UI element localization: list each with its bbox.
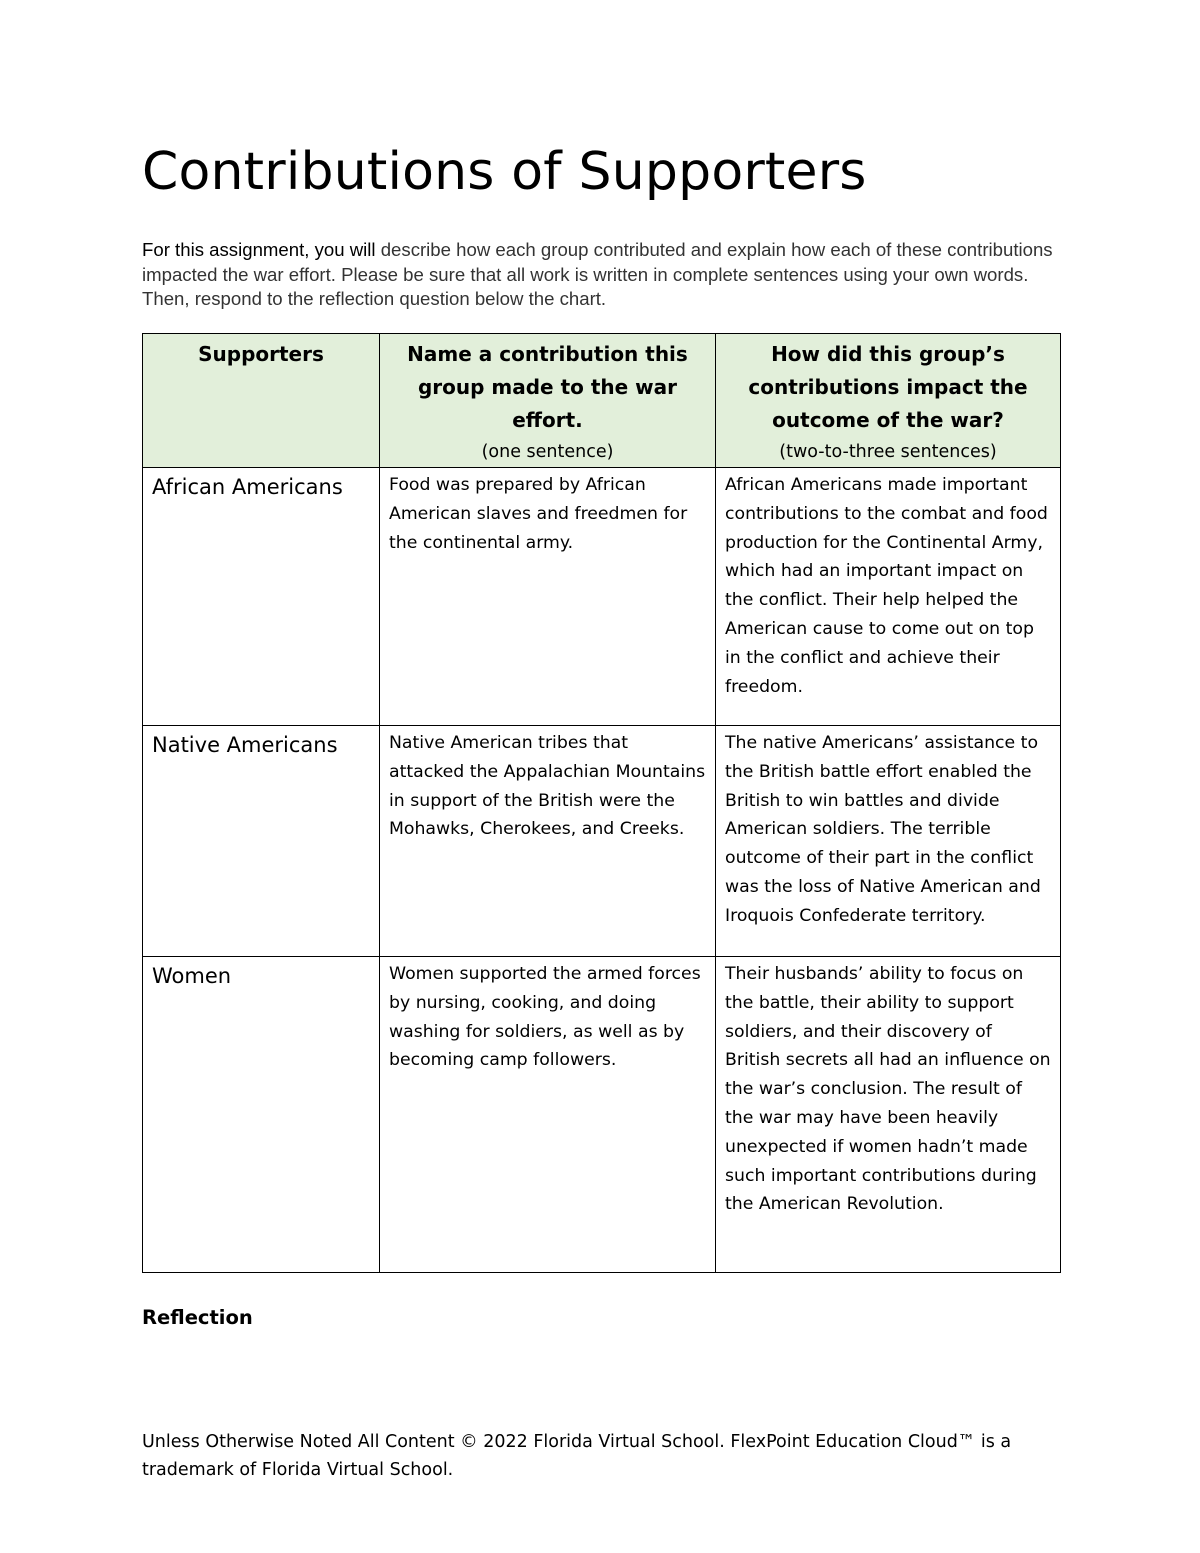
reflection-heading: Reflection — [142, 1306, 253, 1329]
copyright-footer: Unless Otherwise Noted All Content © 2022 Florida Virtual School. FlexPoint Education Cloud™ is a trademark of Florida Virtual School. — [142, 1432, 1012, 1480]
header-label: Name a contribution this group made to the war effort. — [407, 342, 688, 432]
group-cell: Native Americans — [143, 726, 380, 957]
contribution-cell: Women supported the armed forces by nursing, cooking, and doing washing for soldiers, as well as by becoming camp followers. — [380, 957, 716, 1273]
impact-cell: The native Americans’ assistance to the British battle effort enabled the British to win battles and divide American soldiers. The terrible outcome of their part in the conflict was the loss of Native American and Iroquois Confederate territory. — [716, 726, 1061, 957]
impact-cell: African Americans made important contributions to the combat and food production for the Continental Army, which had an important impact on the conflict. Their help helped the American cause to come out on top in the conflict and achieve their freedom. — [716, 468, 1061, 726]
table-row — [143, 957, 1061, 1273]
group-cell: African Americans — [143, 468, 380, 726]
instructions-lead: For this assignment, you will — [142, 239, 376, 260]
impact-cell: Their husbands’ ability to focus on the battle, their ability to support soldiers, and their discovery of British secrets all had an influence on the war’s conclusion. The result of the war may have been heavily unexpected if women hadn’t made such important contributions during the American Revolution. — [716, 957, 1061, 1273]
header-label: How did this group’s contributions impact the outcome of the war? — [748, 342, 1028, 432]
table-row — [143, 726, 1061, 957]
header-impact — [716, 334, 1061, 468]
table-row — [143, 468, 1061, 726]
header-note: (one sentence) — [481, 442, 614, 462]
header-label: Supporters — [198, 342, 324, 366]
contribution-cell: Native American tribes that attacked the Appalachian Mountains in support of the British were the Mohawks, Cherokees, and Creeks. — [380, 726, 716, 957]
instructions-body: describe how each group contributed and explain how each of these contributions impacted the war effort. Please be sure that all work is written in complete sentences using your own words. Then, respond to the reflection question below the chart. — [142, 239, 1053, 309]
group-cell: Women — [143, 957, 380, 1273]
assignment-instructions — [142, 238, 1060, 312]
supporters-table — [142, 333, 1061, 1273]
contribution-cell: Food was prepared by African American slaves and freedmen for the continental army. — [380, 468, 716, 726]
header-supporters — [143, 334, 380, 468]
header-contribution — [380, 334, 716, 468]
header-note: (two-to-three sentences) — [779, 442, 997, 462]
table-header-row — [143, 334, 1061, 468]
page-title: Contributions of Supporters — [142, 142, 867, 202]
